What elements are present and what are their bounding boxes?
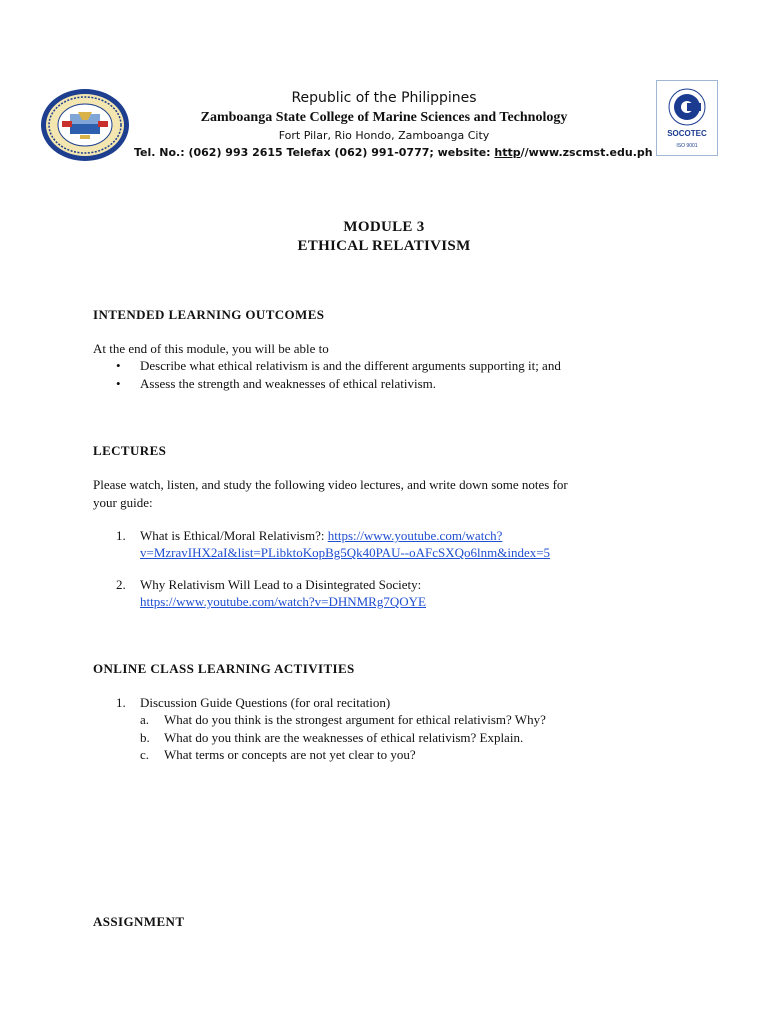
socotec-emblem-icon xyxy=(657,81,717,129)
activity-label: Discussion Guide Questions (for oral recitation) xyxy=(140,695,391,710)
cert-standard: ISO 9001 xyxy=(676,143,698,149)
lectures-intro-line1: Please watch, listen, and study the following video lectures, and write down some notes for xyxy=(93,477,568,492)
outcomes-intro: At the end of this module, you will be able to xyxy=(93,341,329,356)
outcome-item: Assess the strength and weaknesses of ethical relativism. xyxy=(140,376,437,391)
module-number: MODULE 3 xyxy=(343,219,425,235)
assignment-heading: ASSIGNMENT xyxy=(93,914,185,929)
contact-line xyxy=(134,144,653,162)
republic-line: Republic of the Philippines xyxy=(291,90,477,106)
lecture-label: What is Ethical/Moral Relativism?: xyxy=(140,528,328,543)
website-link-part2[interactable]: //www.zscmst.edu.ph xyxy=(520,146,653,159)
contact-text: Tel. No.: (062) 993 2615 Telefax (062) 991-0777; website: xyxy=(134,146,495,159)
question-text: What terms or concepts are not yet clear to you? xyxy=(164,747,416,762)
lecture-link[interactable]: https://www.youtube.com/watch? xyxy=(327,528,503,543)
outcomes-heading: INTENDED LEARNING OUTCOMES xyxy=(93,307,325,322)
question-letter: c. xyxy=(140,747,150,762)
lecture-link[interactable]: https://www.youtube.com/watch?v=DHNMRg7QOYE xyxy=(140,594,426,609)
letterhead xyxy=(134,88,653,162)
lectures-intro-line2: your guide: xyxy=(93,495,153,510)
lecture-item xyxy=(140,527,502,545)
college-address: Fort Pilar, Rio Hondo, Zamboanga City xyxy=(278,129,490,142)
bullet-icon: • xyxy=(116,376,121,391)
college-name: Zamboanga State College of Marine Sciences and Technology xyxy=(200,110,568,125)
outcome-item: Describe what ethical relativism is and the different arguments supporting it; and xyxy=(140,358,561,373)
lecture-label: Why Relativism Will Lead to a Disintegrated Society: xyxy=(140,577,422,592)
activity-number: 1. xyxy=(116,695,126,710)
lecture-link-continued[interactable]: v=MzravIHX2aI&list=PLibktoKopBg5Qk40PAU--oAFcSXQo6lnm&index=5 xyxy=(140,545,551,560)
module-topic: ETHICAL RELATIVISM xyxy=(297,238,471,254)
module-title xyxy=(0,218,768,256)
question-letter: b. xyxy=(140,730,150,745)
lectures-heading: LECTURES xyxy=(93,443,167,458)
lecture-number: 1. xyxy=(116,528,126,543)
activities-heading: ONLINE CLASS LEARNING ACTIVITIES xyxy=(93,661,355,676)
cert-brand: SOCOTEC xyxy=(667,129,707,138)
bullet-icon: • xyxy=(116,358,121,373)
question-text: What do you think is the strongest argument for ethical relativism? Why? xyxy=(164,712,546,727)
website-link-part1[interactable]: http xyxy=(494,146,521,159)
lecture-number: 2. xyxy=(116,577,126,592)
college-seal-logo xyxy=(40,88,130,162)
question-letter: a. xyxy=(140,712,150,727)
certification-logo xyxy=(656,80,718,156)
question-text: What do you think are the weaknesses of ethical relativism? Explain. xyxy=(164,730,524,745)
